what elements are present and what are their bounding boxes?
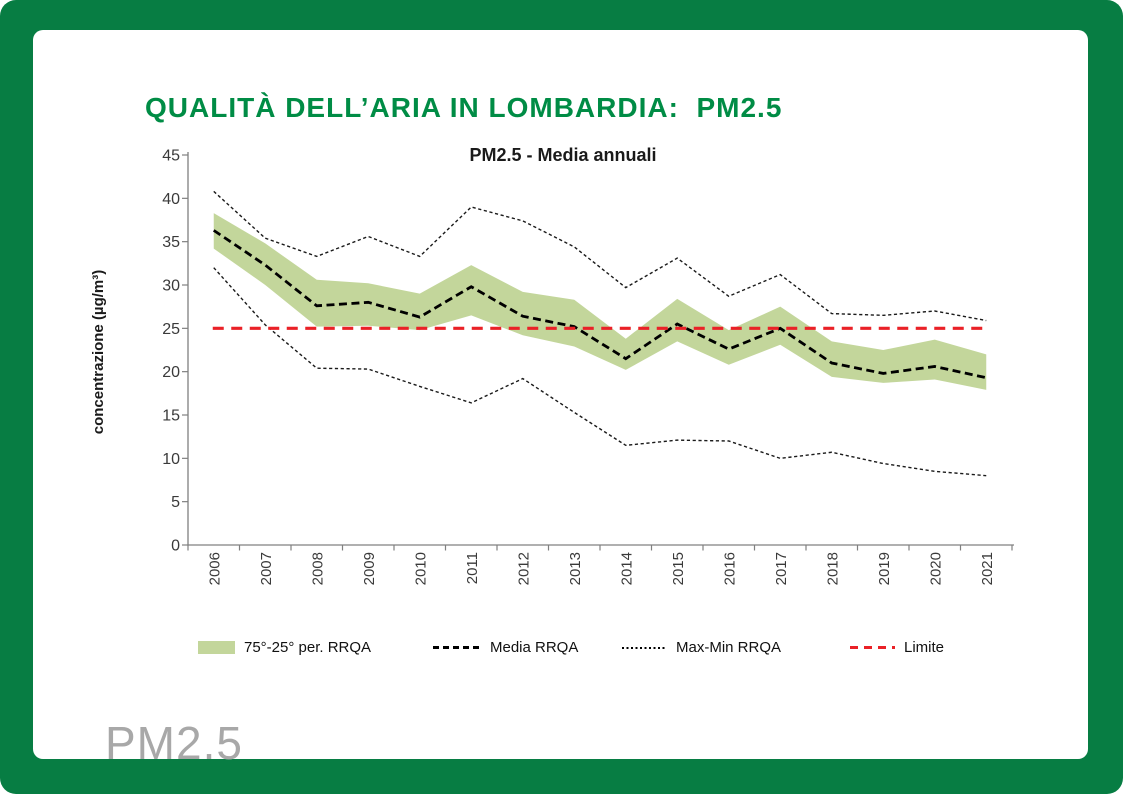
x-tick-label: 2018 <box>824 552 842 586</box>
legend-item-max-min <box>622 639 781 656</box>
x-tick-label: 2021 <box>978 552 996 586</box>
legend-label: Media RRQA <box>490 639 579 656</box>
dashed-line-swatch-icon <box>433 646 481 649</box>
chart-title: PM2.5 - Media annuali <box>469 145 657 165</box>
y-tick-label: 25 <box>162 320 180 338</box>
percentile-band-series <box>214 213 987 390</box>
watermark-label: PM2.5 <box>105 717 243 769</box>
x-tick-label: 2019 <box>875 552 893 586</box>
band-swatch-icon <box>198 641 235 654</box>
y-tick-label: 40 <box>162 190 180 208</box>
page-title: QUALITÀ DELL’ARIA IN LOMBARDIA: PM2.5 <box>145 92 783 123</box>
y-tick-label: 10 <box>162 450 180 468</box>
x-tick-label: 2017 <box>772 552 790 586</box>
chart-series-layer <box>162 148 1014 586</box>
dotted-line-swatch-icon <box>622 647 667 649</box>
y-tick-label: 5 <box>171 494 180 512</box>
y-tick-label: 30 <box>162 277 180 295</box>
x-tick-label: 2013 <box>566 552 584 586</box>
x-tick-label: 2006 <box>206 552 224 586</box>
legend-label: 75°-25° per. RRQA <box>244 639 372 656</box>
x-tick-label: 2020 <box>927 552 945 586</box>
chart-legend <box>0 639 1123 665</box>
x-tick-label: 2016 <box>721 552 739 586</box>
legend-label: Limite <box>904 639 945 656</box>
x-tick-label: 2007 <box>257 552 275 586</box>
y-tick-label: 15 <box>162 407 180 425</box>
legend-item-media <box>433 639 578 656</box>
legend-label: Max-Min RRQA <box>676 639 782 656</box>
y-tick-label: 0 <box>171 537 180 555</box>
x-tick-label: 2011 <box>463 552 481 585</box>
y-tick-label: 20 <box>162 364 180 382</box>
x-tick-label: 2008 <box>309 552 327 586</box>
y-tick-label: 45 <box>162 147 180 165</box>
x-tick-label: 2014 <box>618 552 636 586</box>
y-axis-title: concentrazione (µg/m³) <box>90 269 107 435</box>
x-tick-label: 2012 <box>515 552 533 586</box>
x-tick-label: 2010 <box>412 552 430 586</box>
x-tick-label: 2009 <box>360 552 378 586</box>
legend-item-percentile-band <box>198 639 371 656</box>
y-tick-label: 35 <box>162 234 180 252</box>
legend-item-limite <box>850 639 944 656</box>
x-tick-label: 2015 <box>669 552 687 586</box>
red-dashed-swatch-icon <box>850 646 895 649</box>
